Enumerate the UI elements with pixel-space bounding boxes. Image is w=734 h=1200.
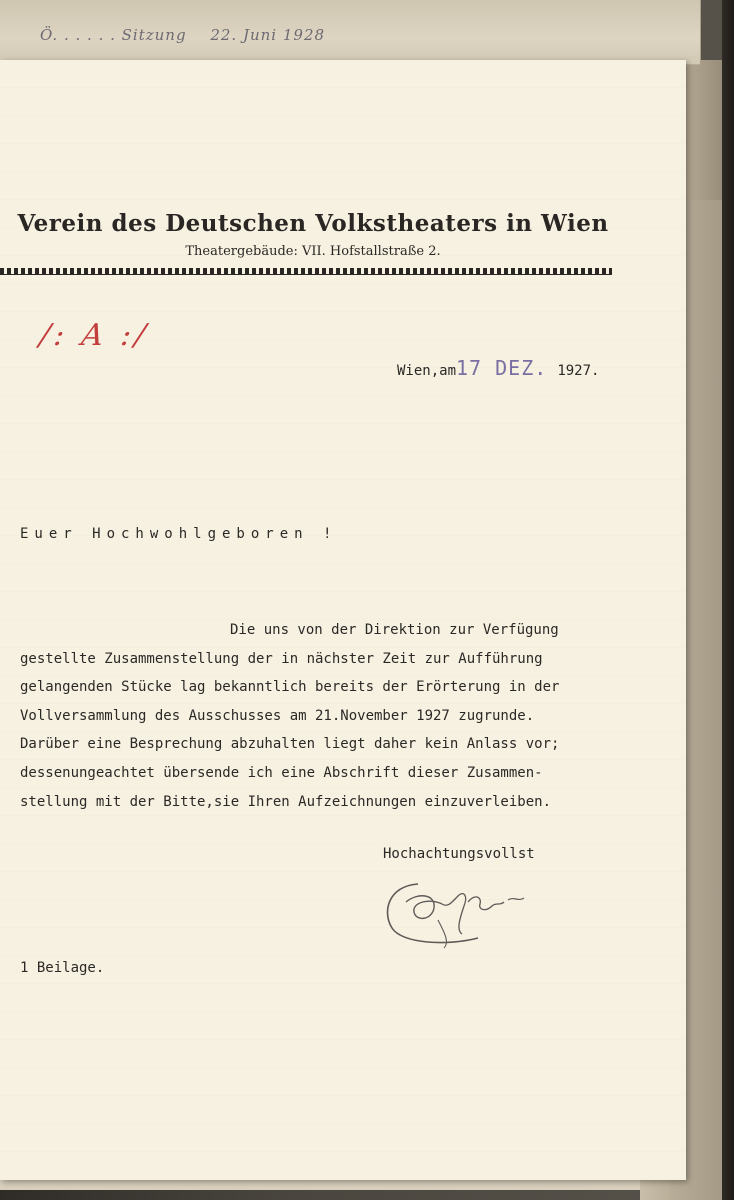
salutation: Euer Hochwohlgeboren ! bbox=[20, 526, 338, 542]
letter-page bbox=[0, 60, 686, 1180]
archive-handwritten-note bbox=[40, 26, 325, 44]
body-line: Vollversammlung des Ausschusses am 21.November 1927 zugrunde. bbox=[20, 707, 535, 724]
body-line: dessenungeachtet übersende ich eine Abschrift dieser Zusammen- bbox=[20, 764, 543, 781]
enclosure-note: 1 Beilage. bbox=[20, 960, 105, 976]
body-line: Die uns von der Direktion zur Verfügung bbox=[230, 622, 559, 638]
archive-header-strip bbox=[0, 0, 700, 65]
body-line: Darüber eine Besprechung abzuhalten liegt daher kein Anlass vor; bbox=[20, 736, 560, 753]
dateline-year: 1927. bbox=[557, 363, 600, 379]
dateline bbox=[397, 356, 599, 380]
closing-formula: Hochachtungsvollst bbox=[383, 846, 535, 862]
letterhead-divider-line bbox=[0, 274, 612, 275]
letterhead-address: Theatergebäude: VII. Hofstallstraße 2. bbox=[185, 244, 441, 259]
red-pencil-annotation: /: A :/ bbox=[37, 318, 152, 353]
body-line: stellung mit der Bitte,sie Ihren Aufzeichnungen einzuverleiben. bbox=[20, 793, 552, 810]
archive-note-text: Ö. . . . . . Sitzung bbox=[40, 26, 187, 44]
handwritten-signature bbox=[378, 872, 548, 952]
binding-edge bbox=[722, 0, 734, 1200]
body-line: gestellte Zusammenstellung der in nächster Zeit zur Aufführung bbox=[20, 650, 543, 667]
dateline-place: Wien,am bbox=[397, 363, 457, 379]
date-stamp: 17 DEZ. bbox=[456, 356, 548, 380]
letterhead-title: Verein des Deutschen Volkstheaters in Wien bbox=[17, 210, 609, 237]
letter-body bbox=[20, 616, 580, 816]
archive-note-date: 22. Juni 1928 bbox=[210, 26, 326, 44]
body-line: gelangenden Stücke lag bekanntlich bereits der Erörterung in der bbox=[20, 679, 560, 696]
